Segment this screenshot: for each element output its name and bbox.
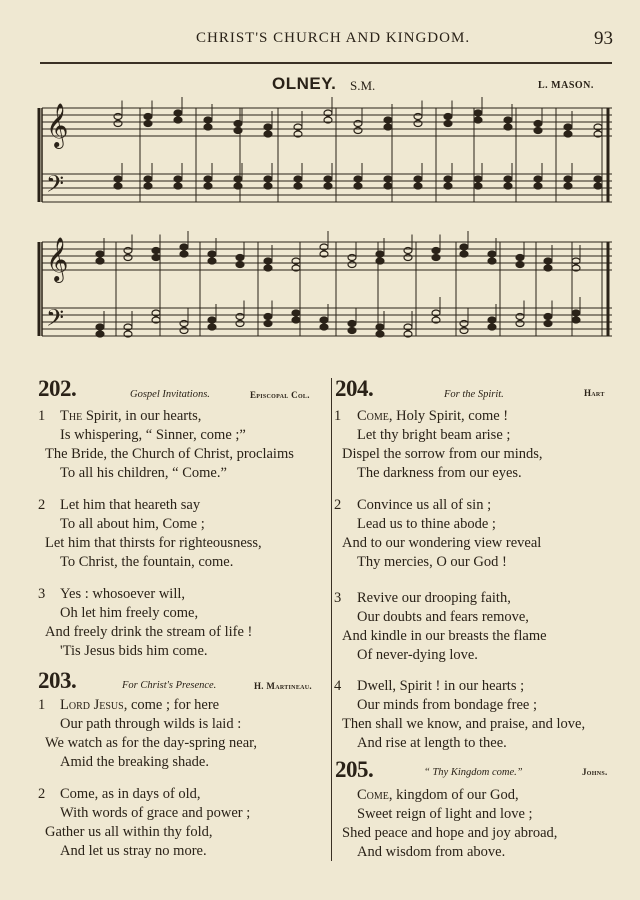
note-head (376, 324, 384, 330)
note-head (444, 114, 452, 120)
note-head (204, 117, 212, 123)
note-head (564, 131, 572, 137)
verse-line: Gather us all within thy fold, (45, 824, 213, 840)
note-head (504, 117, 512, 123)
verse-number: 2 (38, 497, 46, 513)
note-head (534, 183, 542, 189)
hymn-205-title: “ Thy Kingdom come.” (424, 767, 523, 778)
verse-line: Revive our drooping faith, (357, 590, 511, 606)
note-head (544, 321, 552, 327)
note-head (460, 251, 468, 257)
note-head (144, 176, 152, 182)
note-head (534, 121, 542, 127)
note-head (174, 183, 182, 189)
note-head (460, 328, 468, 334)
note-head (236, 321, 244, 327)
treble-clef: 𝄞 (46, 237, 69, 281)
note-head (572, 317, 580, 323)
verse-line: Oh let him freely come, (60, 605, 199, 621)
note-head (204, 183, 212, 189)
note-head (174, 110, 182, 116)
note-head (96, 258, 104, 264)
note-head (384, 183, 392, 189)
verse-line: And wisdom from above. (357, 844, 506, 860)
verse-line: And freely drink the stream of life ! (45, 624, 253, 640)
verse-line: The Bride, the Church of Christ, proclaims (45, 446, 294, 462)
note-head (384, 124, 392, 130)
column-divider (331, 378, 332, 861)
note-head (504, 124, 512, 130)
verse-line: And kindle in our breasts the flame (342, 628, 547, 644)
verse-line: 'Tis Jesus bids him come. (60, 643, 208, 659)
note-head (292, 317, 300, 323)
note-head (564, 124, 572, 130)
verse-number: 2 (334, 497, 342, 513)
note-head (564, 176, 572, 182)
verse-line: Our minds from bondage free ; (357, 697, 537, 713)
note-head (324, 183, 332, 189)
note-head (376, 331, 384, 337)
note-head (114, 176, 122, 182)
note-head (320, 317, 328, 323)
note-head (414, 121, 422, 127)
running-title: CHRIST'S CHURCH AND KINGDOM. (196, 30, 471, 46)
hymn-203-author: H. Martineau. (254, 681, 312, 691)
note-head (234, 183, 242, 189)
verse-line: Yes : whosoever will, (60, 586, 185, 602)
note-head (414, 176, 422, 182)
verse-line: Is whispering, “ Sinner, come ;” (60, 427, 246, 443)
note-head (488, 258, 496, 264)
hymn-203-number: 203. (38, 668, 77, 693)
note-head (544, 314, 552, 320)
first-word: Lord Jesus, (60, 697, 128, 713)
note-head (264, 131, 272, 137)
note-head (594, 176, 602, 182)
note-head (384, 117, 392, 123)
note-head (292, 310, 300, 316)
note-head (354, 176, 362, 182)
note-head (152, 248, 160, 254)
note-head (516, 255, 524, 261)
hymn-205-author: Johns. (582, 767, 608, 777)
hymn-205-number: 205. (335, 757, 374, 782)
hymn-202-title: Gospel Invitations. (130, 389, 210, 400)
hymn-202-author: Episcopal Col. (250, 390, 310, 400)
verse-line: With words of grace and power ; (60, 805, 251, 821)
verse-line: And rise at length to thee. (357, 735, 507, 751)
verse-line: Let thy bright beam arise ; (357, 427, 511, 443)
note-head (208, 324, 216, 330)
note-head (432, 248, 440, 254)
note-head (354, 128, 362, 134)
hymn-204-author: Hart (584, 388, 605, 398)
first-word: The (60, 408, 83, 424)
verse-line: Shed peace and hope and joy abroad, (342, 825, 558, 841)
first-word: Come, (357, 787, 393, 803)
note-head (564, 183, 572, 189)
treble-clef: 𝄞 (46, 103, 69, 147)
note-head (152, 255, 160, 261)
note-head (174, 176, 182, 182)
note-head (236, 314, 244, 320)
note-head (516, 314, 524, 320)
verse-number: 3 (334, 590, 342, 606)
note-head (544, 265, 552, 271)
note-head (384, 176, 392, 182)
note-head (320, 324, 328, 330)
hymn-204-number: 204. (335, 376, 374, 401)
note-head (348, 262, 356, 268)
note-head (504, 183, 512, 189)
note-head (180, 321, 188, 327)
note-head (376, 258, 384, 264)
note-head (144, 121, 152, 127)
note-head (144, 183, 152, 189)
note-head (444, 176, 452, 182)
note-head (354, 183, 362, 189)
note-head (96, 251, 104, 257)
note-head (174, 117, 182, 123)
note-head (114, 121, 122, 127)
note-head (432, 255, 440, 261)
note-head (264, 258, 272, 264)
verse-line: Dispel the sorrow from our minds, (342, 446, 543, 462)
note-head (264, 176, 272, 182)
note-head (114, 114, 122, 120)
first-word: Come, (357, 408, 393, 424)
note-head (474, 176, 482, 182)
note-head (544, 258, 552, 264)
note-head (236, 262, 244, 268)
note-head (504, 176, 512, 182)
verse-line: Amid the breaking shade. (60, 754, 209, 770)
music-score (0, 0, 640, 360)
note-head (180, 251, 188, 257)
note-head (124, 248, 132, 254)
note-head (404, 248, 412, 254)
tune-meter: S.M. (350, 78, 376, 93)
verse-number: 1 (38, 408, 46, 424)
verse-line: The Spirit, in our hearts, (60, 408, 202, 424)
note-head (264, 183, 272, 189)
note-head (474, 183, 482, 189)
verse-line: Then shall we know, and praise, and love, (342, 716, 586, 732)
note-head (294, 183, 302, 189)
note-head (204, 176, 212, 182)
verse-line: Our doubts and fears remove, (357, 609, 529, 625)
tune-composer: L. MASON. (538, 80, 594, 91)
note-head (404, 255, 412, 261)
verse-line: Come, as in days of old, (60, 786, 201, 802)
note-head (414, 114, 422, 120)
note-head (204, 124, 212, 130)
note-head (488, 317, 496, 323)
verse-line: We watch as for the day-spring near, (45, 735, 258, 751)
verse-number: 2 (38, 786, 46, 802)
note-head (264, 124, 272, 130)
note-head (234, 176, 242, 182)
bass-clef: 𝄢 (46, 170, 65, 203)
note-head (96, 324, 104, 330)
verse-line: And let us stray no more. (60, 843, 207, 859)
note-head (208, 251, 216, 257)
note-head (414, 183, 422, 189)
note-head (376, 251, 384, 257)
note-head (236, 255, 244, 261)
verse-line: To all his children, “ Come.” (60, 465, 227, 481)
note-head (234, 121, 242, 127)
tune-name: OLNEY. (272, 74, 337, 93)
verse-line: Convince us all of sin ; (357, 497, 492, 513)
note-head (180, 328, 188, 334)
note-head (348, 321, 356, 327)
note-head (516, 321, 524, 327)
note-head (474, 117, 482, 123)
note-head (144, 114, 152, 120)
note-head (444, 121, 452, 127)
note-head (488, 251, 496, 257)
note-head (488, 324, 496, 330)
note-head (444, 183, 452, 189)
note-head (534, 176, 542, 182)
verse-line: And to our wondering view reveal (342, 535, 542, 551)
verse-number: 3 (38, 586, 46, 602)
verse-line: Dwell, Spirit ! in our hearts ; (357, 678, 525, 694)
note-head (324, 176, 332, 182)
hymn-202-number: 202. (38, 376, 77, 401)
verse-number: 1 (38, 697, 46, 713)
verse-number: 4 (334, 678, 342, 694)
verse-line: Lead us to thine abode ; (357, 516, 496, 532)
note-head (264, 265, 272, 271)
verse-line: Let him that heareth say (60, 497, 201, 513)
verse-line: To Christ, the fountain, come. (60, 554, 234, 570)
hymn-204-title: For the Spirit. (444, 389, 504, 400)
note-head (264, 321, 272, 327)
bass-clef: 𝄢 (46, 304, 65, 337)
verse-line: Come, Holy Spirit, come ! (357, 408, 509, 424)
verse-line: Our path through wilds is laid : (60, 716, 242, 732)
note-head (572, 310, 580, 316)
note-head (96, 331, 104, 337)
note-head (180, 244, 188, 250)
note-head (124, 255, 132, 261)
note-head (516, 262, 524, 268)
verse-line: Come, kingdom of our God, (357, 787, 519, 803)
verse-line: Thy mercies, O our God ! (357, 554, 507, 570)
verse-line: Sweet reign of light and love ; (357, 806, 533, 822)
note-head (234, 128, 242, 134)
note-head (354, 121, 362, 127)
note-head (208, 317, 216, 323)
note-head (264, 314, 272, 320)
note-head (348, 255, 356, 261)
note-head (460, 244, 468, 250)
verse-line: Let him that thirsts for righteousness, (45, 535, 262, 551)
note-head (534, 128, 542, 134)
note-head (114, 183, 122, 189)
hymn-203-title: For Christ's Presence. (122, 680, 217, 691)
verse-line: The darkness from our eyes. (357, 465, 522, 481)
note-head (474, 110, 482, 116)
note-head (208, 258, 216, 264)
verse-line: Lord Jesus, come ; for here (60, 697, 220, 713)
note-head (348, 328, 356, 334)
note-head (294, 176, 302, 182)
verse-line: To all about him, Come ; (60, 516, 205, 532)
note-head (594, 183, 602, 189)
verse-line: Of never-dying love. (357, 647, 478, 663)
verse-number: 1 (334, 408, 342, 424)
page-number: 93 (594, 28, 613, 49)
note-head (460, 321, 468, 327)
